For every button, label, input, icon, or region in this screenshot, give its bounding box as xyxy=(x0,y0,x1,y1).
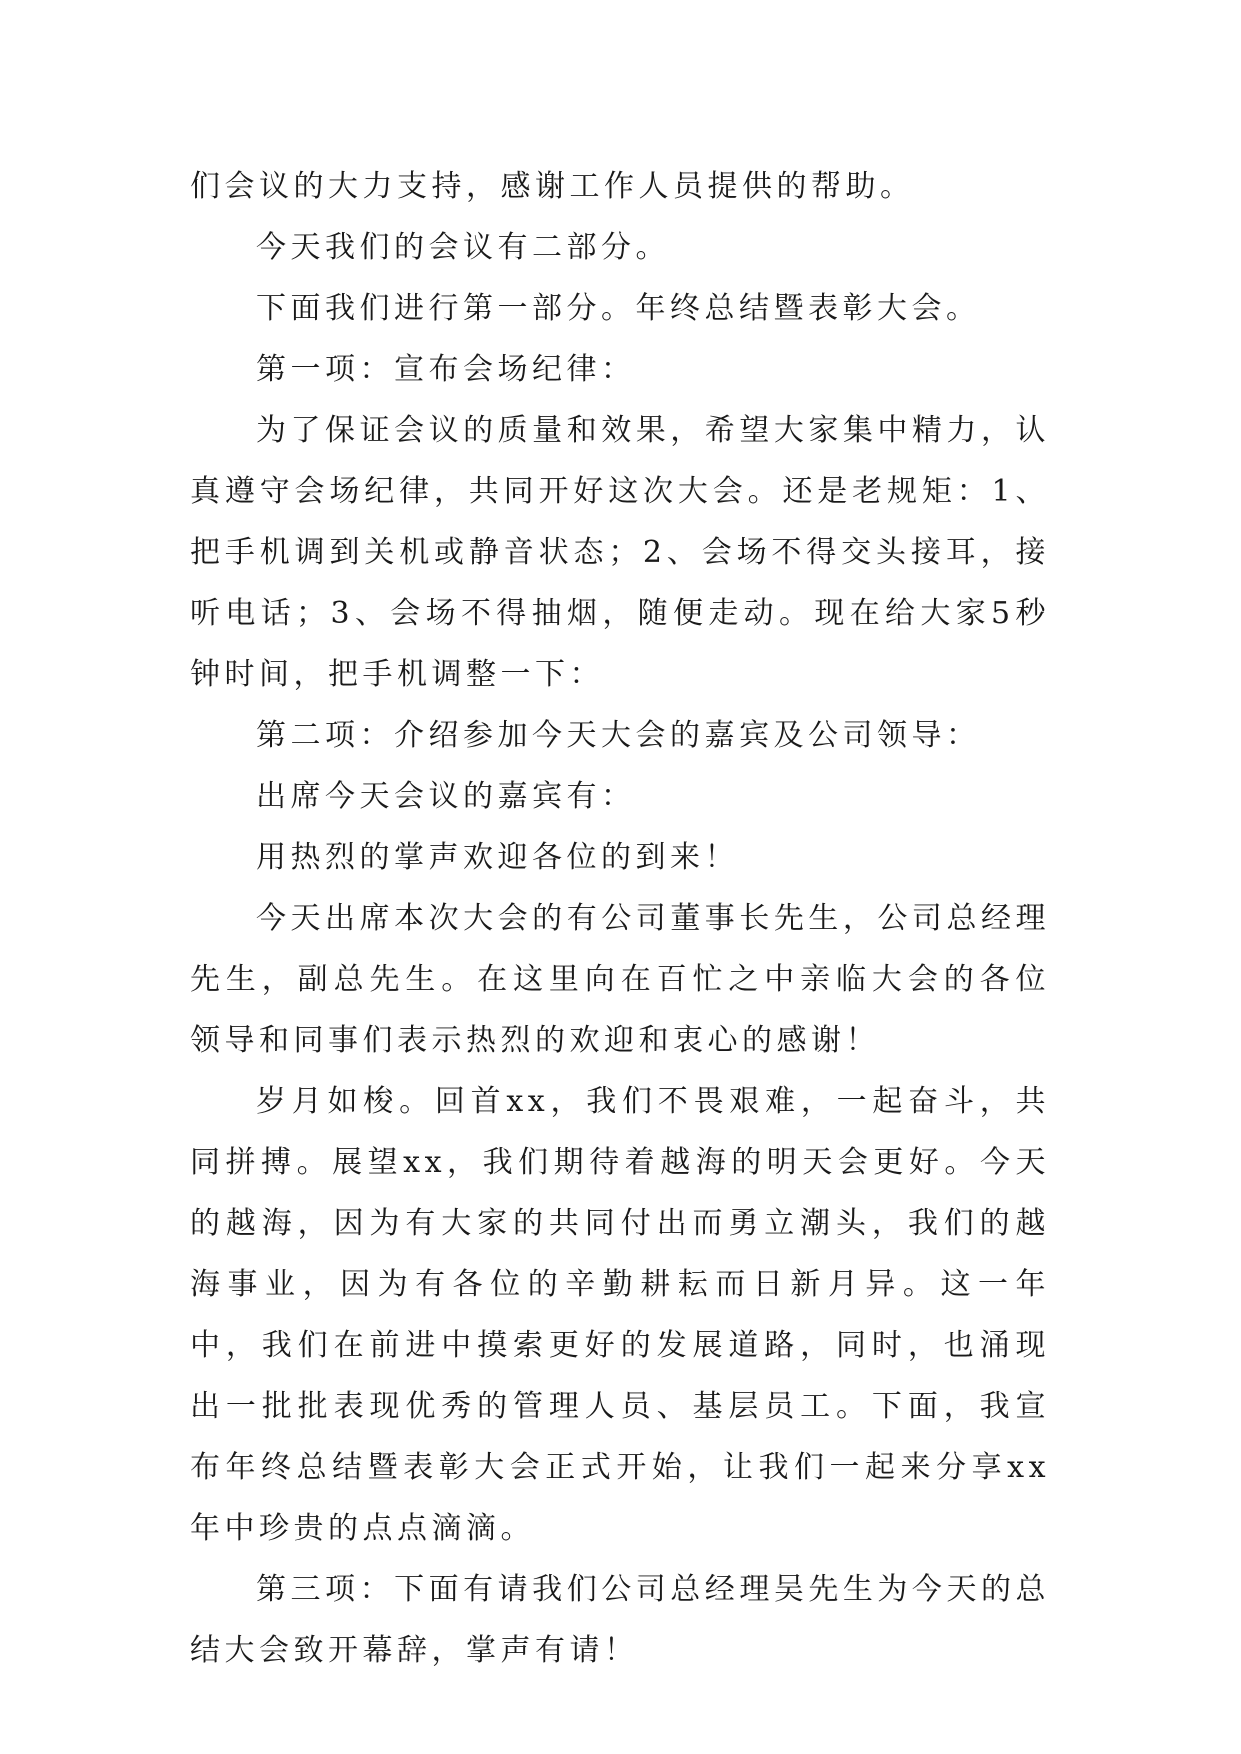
paragraph-1: 们会议的大力支持，感谢工作人员提供的帮助。 xyxy=(190,169,915,204)
paragraph-2: 今天我们的会议有二部分。 xyxy=(256,230,670,265)
paragraph-5: 为了保证会议的质量和效果，希望大家集中精力，认真遵守会场纪律，共同开好这次大会。还是老规矩：1、把手机调到关机或静音状态；2、会场不得交头接耳，接听电话；3、会场不得抽烟，随便走动。现在给大家5秒钟时间，把手机调整一下： xyxy=(190,413,1050,692)
paragraph-7: 出席今天会议的嘉宾有： xyxy=(256,779,636,814)
paragraph-3: 下面我们进行第一部分。年终总结暨表彰大会。 xyxy=(256,291,981,326)
paragraph-8: 用热烈的掌声欢迎各位的到来！ xyxy=(256,840,739,875)
paragraph-10: 岁月如梭。回首xx，我们不畏艰难，一起奋斗，共同拼搏。展望xx，我们期待着越海的明天会更好。今天的越海，因为有大家的共同付出而勇立潮头，我们的越海事业，因为有各位的辛勤耕耘而日新月异。这一年中，我们在前进中摸索更好的发展道路，同时，也涌现出一批批表现优秀的管理人员、基层员工。下面，我宣布年终总结暨表彰大会正式开始，让我们一起来分享xx年中珍贵的点点滴滴。 xyxy=(190,1084,1050,1546)
document-body xyxy=(190,156,1050,1681)
paragraph-9: 今天出席本次大会的有公司董事长先生，公司总经理先生，副总先生。在这里向在百忙之中亲临大会的各位领导和同事们表示热烈的欢迎和衷心的感谢！ xyxy=(190,901,1050,1058)
paragraph-11: 第三项：下面有请我们公司总经理吴先生为今天的总结大会致开幕辞，掌声有请！ xyxy=(190,1572,1050,1668)
paragraph-4: 第一项：宣布会场纪律： xyxy=(256,352,636,387)
paragraph-6: 第二项：介绍参加今天大会的嘉宾及公司领导： xyxy=(256,718,981,753)
